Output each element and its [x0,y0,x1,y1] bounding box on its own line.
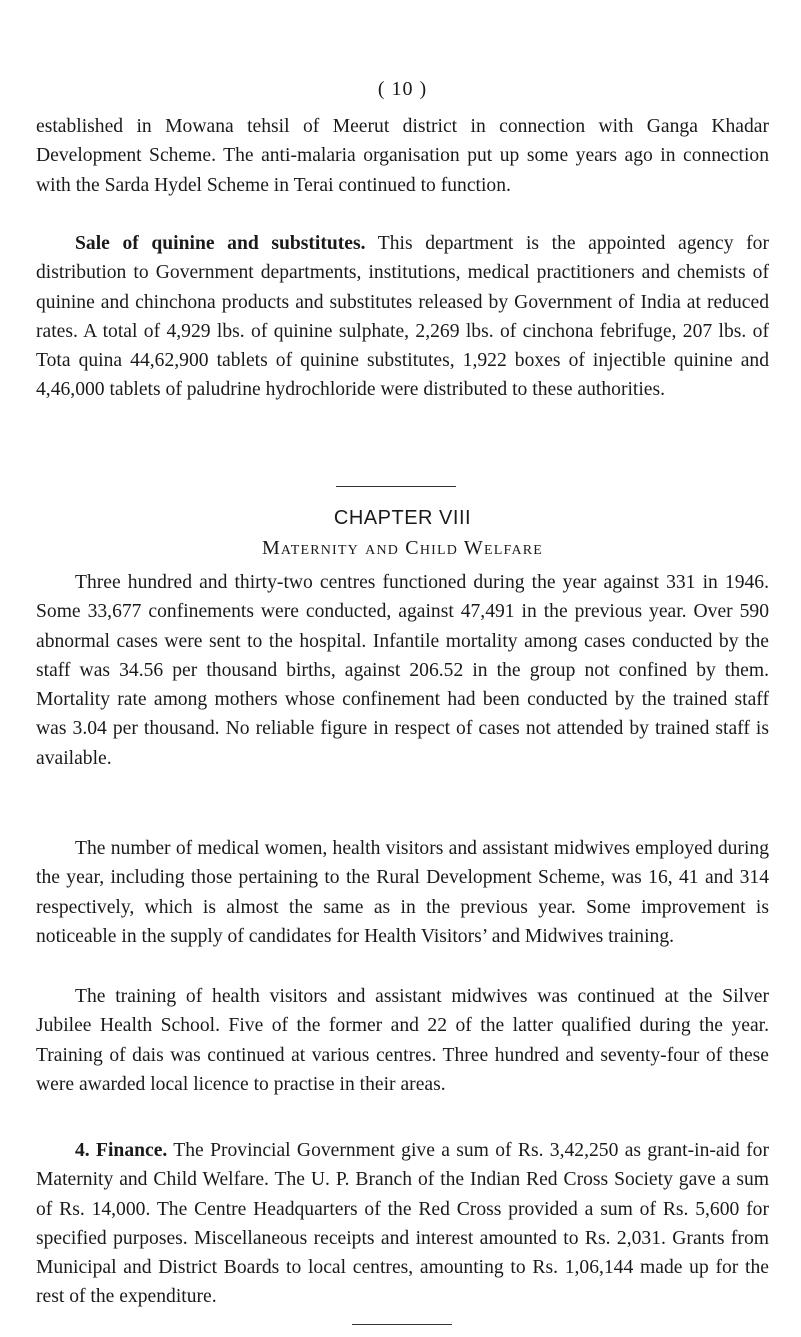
paragraph-text: The training of health visitors and assistant midwives was continued at the Silver Jubilee Health School. Five of the former and 22 of the latter qualified during the year. Training of dais was continued at various centres. Three hundred and seventy-four of these were awarded local licence to practise in their areas. [36,986,769,1095]
paragraph-finance [36,1136,769,1312]
paragraph-text: The Provincial Government give a sum of Rs. 3,42,250 as grant-in-aid for Maternity and Child Welfare. The U. P. Branch of the Indian Red Cross Society gave a sum of Rs. 14,000. The Centre Headquarters of the Red Cross provided a sum of Rs. 5,600 for specified purposes. Miscellaneous receipts and interest amounted to Rs. 2,031. Grants from Municipal and District Boards to local centres, amounting to Rs. 1,06,144 made up for the rest of the expenditure. [36,1140,769,1308]
section-divider [336,486,456,487]
chapter-subtitle: Maternity and Child Welfare [261,537,544,559]
section-lead-finance: 4. Finance. [75,1140,168,1161]
chapter-title: CHAPTER VIII [333,507,472,529]
paragraph-text: Three hundred and thirty-two centres functioned during the year against 331 in 1946. Some 33,677 confinements were conducted, against 47,491 in the previous year. Over 590 abnormal cases were sent to the hospital. Infantile mortality among cases conducted by the staff was 34.56 per thousand births, against 206.52 in the group not confined by them. Mortality rate among mothers whose confinement had been conducted by the trained staff was 3.04 per thousand. No reliable figure in respect of cases not attended by trained staff is available. [36,572,769,769]
paragraph-text: established in Mowana tehsil of Meerut district in connection with Ganga Khadar Development Scheme. The anti-malaria organisation put up some years ago in connection with the Sarda Hydel Scheme in Terai continued to function. [36,116,769,196]
paragraph-continuation [36,112,769,200]
paragraph-quinine-sale [36,229,769,405]
paragraph-text: The number of medical women, health visitors and assistant midwives employed during the year, including those pertaining to the Rural Development Scheme, was 16, 41 and 314 respectively, which is almost the same as in the previous year. Some improvement is noticeable in the supply of candidates for Health Visitors’ and Midwives training. [36,838,769,947]
page-number: ( 10 ) [377,78,428,100]
paragraph-centres [36,568,769,773]
paragraph-text: This department is the appointed agency for distribution to Government departments, institutions, medical practitioners and chemists of quinine and chinchona products and substitutes released by Government of India at reduced rates. A total of 4,929 lbs. of quinine sulphate, 2,269 lbs. of cinchona febrifuge, 207 lbs. of Tota quina 44,62,900 tablets of quinine substitutes, 1,922 boxes of injectible quinine and 4,46,000 tablets of paludrine hydrochloride were distributed to these authorities. [36,233,769,401]
paragraph-staff [36,834,769,951]
paragraph-training [36,982,769,1099]
end-divider [352,1324,452,1325]
section-lead-quinine: Sale of quinine and substitutes. [75,233,366,254]
